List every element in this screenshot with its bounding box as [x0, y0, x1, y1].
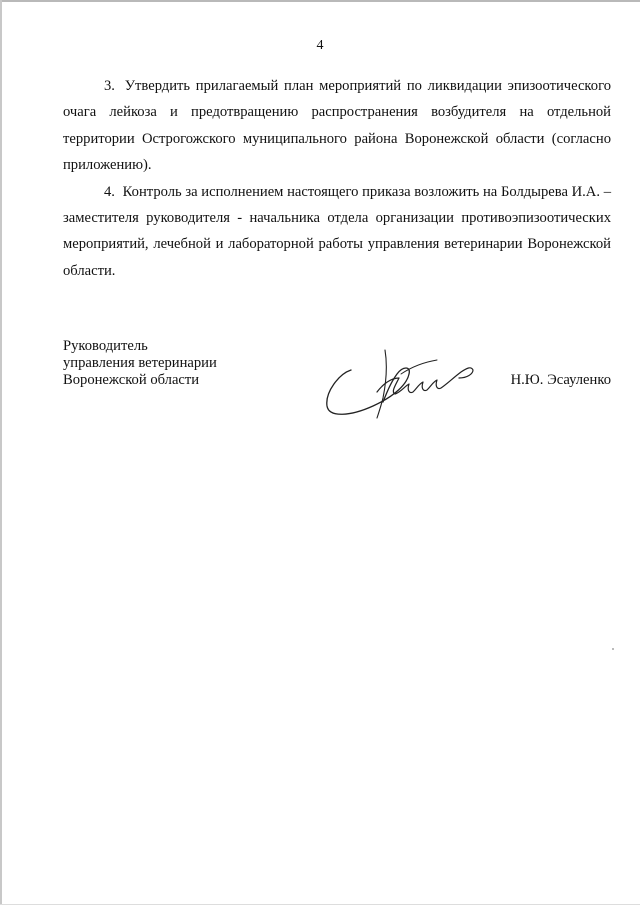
paragraph-number: 3. — [104, 78, 115, 94]
signature-block — [63, 338, 611, 418]
paragraph-4 — [63, 179, 611, 285]
paragraph-number: 4. — [104, 183, 115, 200]
signatory-position — [63, 338, 217, 389]
signatory-name: Н.Ю. Эсауленко — [510, 372, 611, 388]
handwritten-signature — [321, 348, 481, 420]
paragraph-text: Контроль за исполнением настоящего приказа возложить на Болдырева И.А. – заместителя руководителя - начальника отдела организации противоэпизоотических мероприятий, лечебной и лабораторной работы управления ветеринарии Воронежской области. — [63, 183, 611, 279]
scan-speck — [612, 648, 614, 650]
paragraph-3 — [63, 73, 611, 179]
scan-edge-left — [0, 0, 2, 905]
page-number: 4 — [316, 38, 324, 53]
signatory-position-line: Руководитель — [63, 338, 148, 354]
scan-edge-top — [0, 0, 640, 2]
signatory-position-line: Воронежской области — [63, 372, 200, 388]
signatory-position-line: управления ветеринарии — [63, 355, 217, 371]
paragraph-text: Утвердить прилагаемый план мероприятий по ликвидации эпизоотического очага лейкоза и предотвращению распространения возбудителя на отдельной территории Острогожского муниципального района Воронежской области (согласно приложению). — [63, 78, 611, 174]
document-body — [63, 73, 611, 284]
